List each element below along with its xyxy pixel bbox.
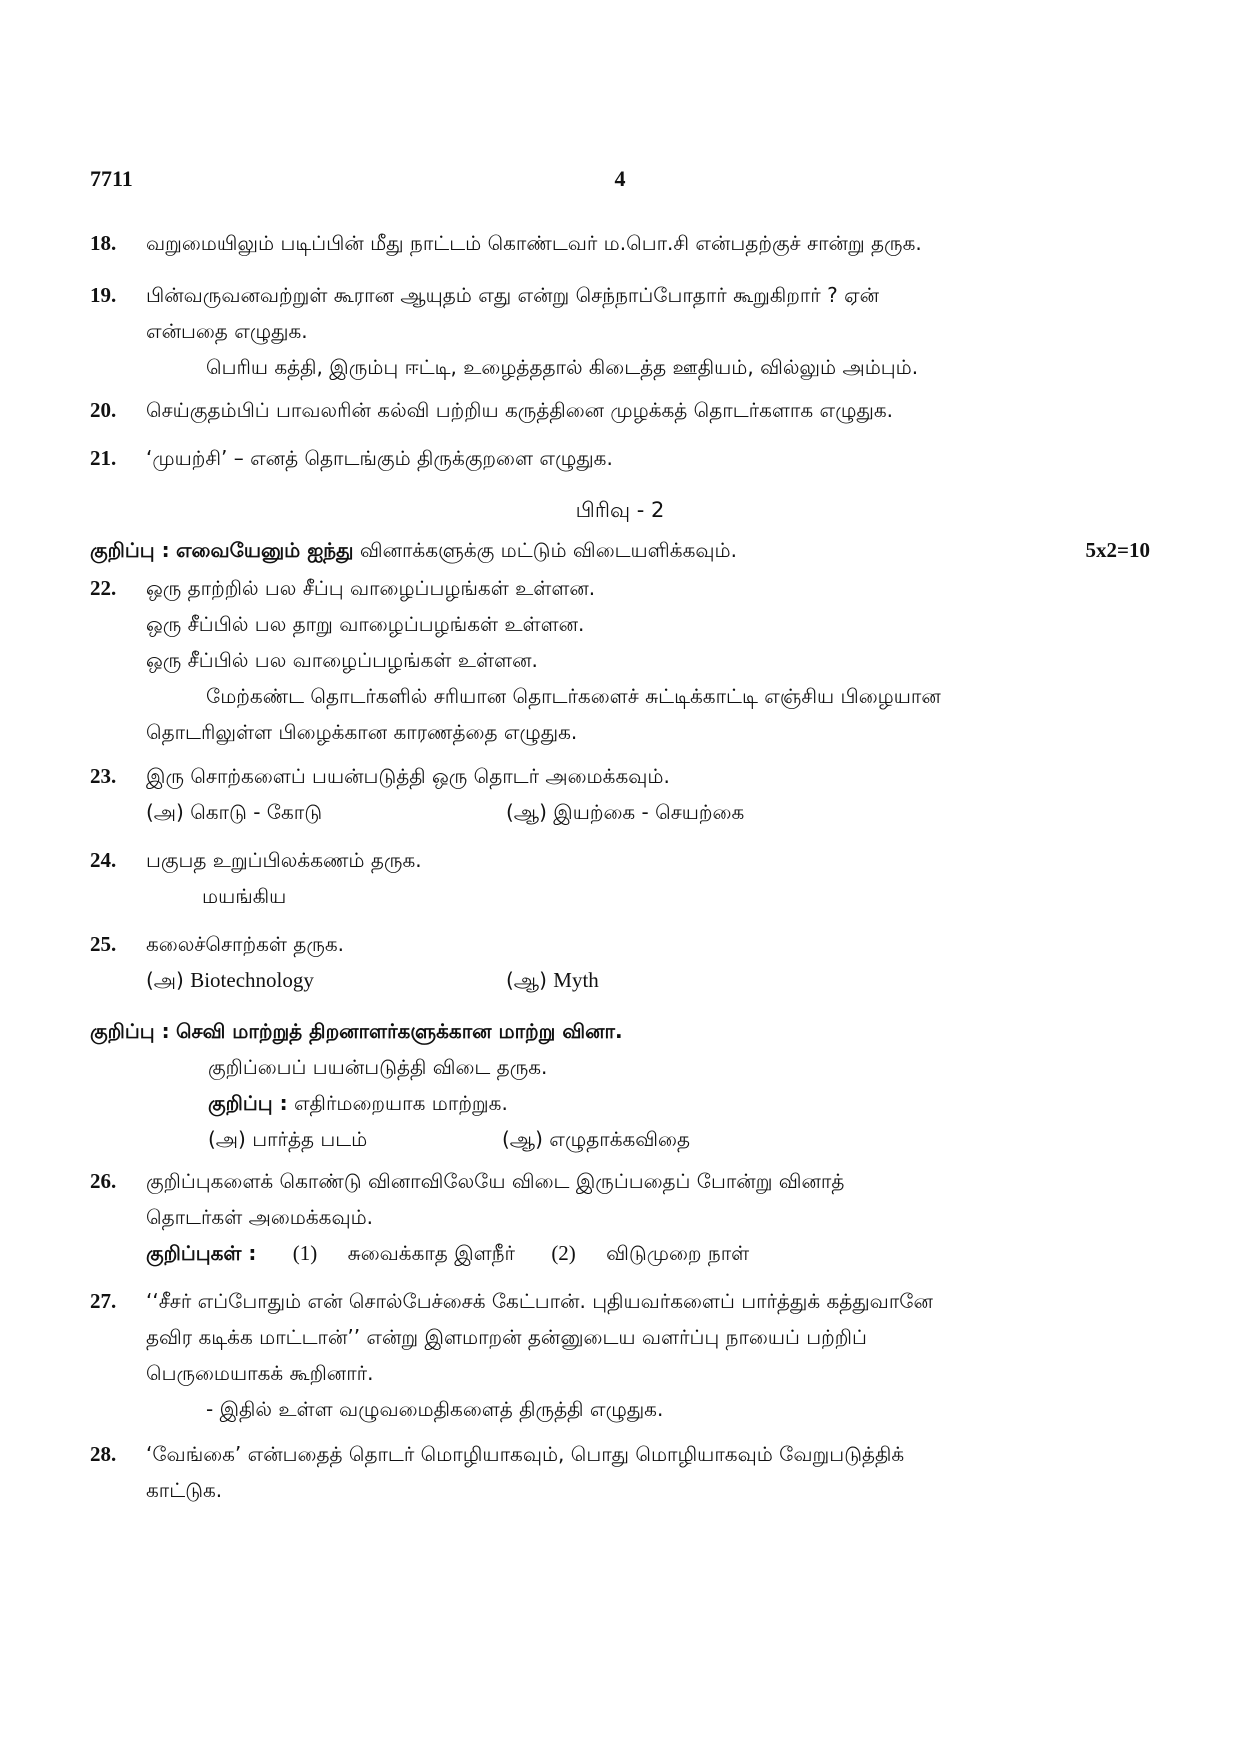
question-text: ‘முயற்சி’ – எனத் தொடங்கும் திருக்குறளை எழுதுக. xyxy=(146,446,613,470)
option-b xyxy=(506,968,599,992)
question-26 xyxy=(90,1163,1090,1271)
question-number: 18. xyxy=(90,231,117,255)
question-text: இரு சொற்களைப் பயன்படுத்தி ஒரு தொடர் அமைக்கவும். xyxy=(146,764,670,788)
option-b: (ஆ) எழுதாக்கவிதை xyxy=(502,1127,690,1151)
option-a: (அ) கொடு - கோடு xyxy=(146,800,323,824)
question-28 xyxy=(90,1436,1090,1508)
page-number: 4 xyxy=(614,166,626,191)
note-heading xyxy=(90,1013,1150,1049)
note-text: வினாக்களுக்கு மட்டும் விடையளிக்கவும். xyxy=(359,538,737,562)
question-number: 27. xyxy=(90,1289,117,1313)
subnote-text: எதிர்மறையாக மாற்றுக. xyxy=(293,1091,508,1115)
question-number: 23. xyxy=(90,764,117,788)
question-text-line: குறிப்புகளைக் கொண்டு வினாவிலேயே விடை இருப்பதைப் போன்று வினாத் xyxy=(146,1169,845,1193)
hints-label: குறிப்புகள் : xyxy=(146,1241,257,1265)
question-text-line: ‘‘சீசர் எப்போதும் என் சொல்பேச்சைக் கேட்பான். புதியவர்களைப் பார்த்துக் கத்துவானே xyxy=(146,1289,933,1313)
question-21 xyxy=(90,440,1090,476)
question-number: 20. xyxy=(90,398,117,422)
question-text-line: ஒரு சீப்பில் பல வாழைப்பழங்கள் உள்ளன. xyxy=(146,648,538,672)
hint-1-number: (1) xyxy=(292,1241,318,1265)
option-b: (ஆ) இயற்கை - செயற்கை xyxy=(506,800,745,824)
question-text-line: மேற்கண்ட தொடர்களில் சரியான தொடர்களைச் சுட்டிக்காட்டி எஞ்சிய பிழையான xyxy=(206,684,941,708)
question-18 xyxy=(90,225,1090,261)
option-a: (அ) பார்த்த படம் xyxy=(208,1127,368,1151)
question-20 xyxy=(90,392,1090,428)
question-22 xyxy=(90,570,1090,750)
question-number: 28. xyxy=(90,1442,117,1466)
question-text-line: தவிர கடிக்க மாட்டான்’’ என்று இளமாறன் தன்னுடைய வளர்ப்பு நாயைப் பற்றிப் xyxy=(146,1325,867,1349)
question-text-line: தொடர்கள் அமைக்கவும். xyxy=(146,1205,374,1229)
option-b-text: Myth xyxy=(553,968,599,992)
note-label: குறிப்பு : xyxy=(90,538,170,562)
option-a xyxy=(146,962,506,998)
question-text-line: ஒரு சீப்பில் பல தாறு வாழைப்பழங்கள் உள்ளன. xyxy=(146,612,585,636)
question-text-line: தொடரிலுள்ள பிழைக்கான காரணத்தை எழுதுக. xyxy=(146,720,578,744)
question-text-line: ஒரு தாற்றில் பல சீப்பு வாழைப்பழங்கள் உள்ளன. xyxy=(146,576,596,600)
question-number: 26. xyxy=(90,1169,117,1193)
question-19 xyxy=(90,277,1090,385)
question-word: மயங்கிய xyxy=(202,884,287,908)
question-hints xyxy=(146,1235,1090,1271)
option-a-marker: (அ) xyxy=(146,968,184,992)
option-b-marker: (ஆ) xyxy=(506,968,547,992)
question-number: 25. xyxy=(90,932,117,956)
hint-1-text: சுவைக்காத இளநீர் xyxy=(347,1241,515,1265)
question-number: 22. xyxy=(90,576,117,600)
note-line: குறிப்பைப் பயன்படுத்தி விடை தருக. xyxy=(208,1055,548,1079)
question-number: 19. xyxy=(90,283,117,307)
note-emphasis: எவையேனும் ஐந்து xyxy=(175,538,354,562)
question-options xyxy=(146,794,1090,830)
question-text: கலைச்சொற்கள் தருக. xyxy=(146,932,345,956)
note-subnote xyxy=(90,1085,1150,1121)
hint-2-number: (2) xyxy=(551,1241,576,1265)
question-text-line: என்பதை எழுதுக. xyxy=(146,319,308,343)
question-text-line: ‘வேங்கை’ என்பதைத் தொடர் மொழியாகவும், பொது மொழியாகவும் வேறுபடுத்திக் xyxy=(146,1442,905,1466)
question-options: பெரிய கத்தி, இரும்பு ஈட்டி, உழைத்ததால் கிடைத்த ஊதியம், வில்லும் அம்பும். xyxy=(206,355,919,379)
paper-code: 7711 xyxy=(90,166,133,191)
hint-2-text: விடுமுறை நாள் xyxy=(606,1241,750,1265)
question-text: பகுபத உறுப்பிலக்கணம் தருக. xyxy=(146,848,422,872)
question-instruction: - இதில் உள்ள வழுவமைதிகளைத் திருத்தி எழுதுக. xyxy=(206,1397,664,1421)
note-title: செவி மாற்றுத் திறனாளர்களுக்கான மாற்று வினா. xyxy=(175,1019,623,1043)
note-options xyxy=(90,1121,1150,1157)
question-text: வறுமையிலும் படிப்பின் மீது நாட்டம் கொண்டவர் ம.பொ.சி என்பதற்குச் சான்று தருக. xyxy=(146,231,922,255)
question-24 xyxy=(90,842,1090,914)
question-23 xyxy=(90,758,1090,830)
subnote-label: குறிப்பு : xyxy=(208,1091,288,1115)
question-text-line: பெருமையாகக் கூறினார். xyxy=(146,1361,374,1385)
option-a-text: Biotechnology xyxy=(190,968,314,992)
section-instruction xyxy=(90,532,1150,568)
section-title: பிரிவு - 2 xyxy=(575,498,665,522)
question-number: 21. xyxy=(90,446,117,470)
question-options xyxy=(146,962,1090,998)
note-label: குறிப்பு : xyxy=(90,1019,170,1043)
question-27 xyxy=(90,1283,1090,1427)
question-text-line: பின்வருவனவற்றுள் கூரான ஆயுதம் எது என்று செந்நாப்போதார் கூறுகிறார் ? ஏன் xyxy=(146,283,880,307)
question-text-line: காட்டுக. xyxy=(146,1478,223,1502)
question-25 xyxy=(90,926,1090,998)
question-text: செய்குதம்பிப் பாவலரின் கல்வி பற்றிய கருத்தினை முழக்கத் தொடர்களாக எழுதுக. xyxy=(146,398,893,422)
alternate-question-note xyxy=(90,1013,1150,1157)
marks-allocation: 5x2=10 xyxy=(1085,538,1150,562)
question-number: 24. xyxy=(90,848,117,872)
